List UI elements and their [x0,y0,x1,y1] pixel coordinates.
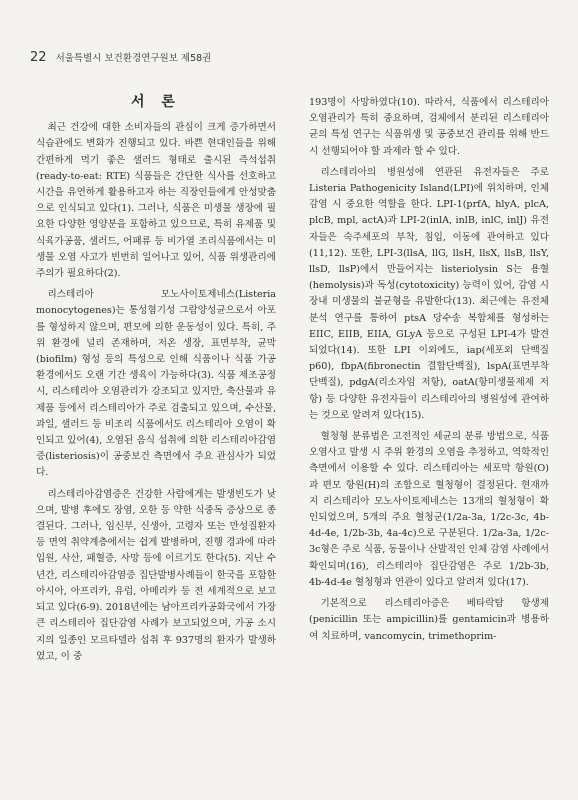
paragraph: 193명이 사망하였다(10). 따라서, 식품에서 리스테리아 오염관리가 특히 중요하며, 검체에서 분리된 리스테리아균의 특성 연구는 식품위생 및 공중보건 관리를 위해 반드시 선행되어야 할 과제라 할 수 있다. [309,97,549,157]
paragraph: 기본적으로 리스테리아증은 베타락탐 항생제(penicillin 또는 ampicillin)를 gentamicin과 병용하여 치료하며, vancomycin, trimethoprim- [309,598,549,642]
running-header [30,50,211,65]
paragraph: 리스테리아의 병원성에 연관된 유전자들은 주로 Listeria Pathogenicity Island(LPI)에 위치하며, 인체 감염 시 중요한 역할을 한다. LPI-1(prfA, hlyA, plcA, plcB, mpl, actA)과 LPI-2(inlA, inlB, inlC, inlJ) 유전자들은 숙주세포의 부착, 침입, 이동에 관여하고 있다(11,12). 또한, LPI-3(llsA, llG, llsH, llsX, llsB, llsY, llsD, llsP)에서 만들어지는 listeriolysin S는 용혈(hemolysis)과 독성(cytotoxicity) 능력이 있어, 감염 시 장내 미생물의 불균형을 유발한다(13). 최근에는 유전체분석 연구를 통하여 ptsA 당수송 복합체를 형성하는 EIIC, EIIB, EIIA, GLyA 등으로 구성된 LPI-4가 발견되었다(14). 또한 LPI 이외에도, iap(세포외 단백질 p60), fbpA(fibronectin 결합단백질), lspA(표면부착 단백질), pdgA(리소자임 저항), oatA(항미생물제제 저항) 등 다양한 유전자들이 리스테리아의 병원성에 관여하는 것으로 알려져 있다(15). [309,166,549,421]
paragraph: 리스테리아 모노사이토제네스(Listeria monocytogenes)는 통성혐기성 그람양성균으로서 아포를 형성하지 않으며, 편모에 의한 운동성이 있다. 특히, 주위 환경에 널리 존재하며, 저온 생장, 표면부착, 균막(biofilm) 형성 등의 특성으로 인해 식품이나 식품 가공 환경에서도 오랜 기간 생육이 가능하다(3). 식품 제조공정 시, 리스테리아 오염관리가 강조되고 있지만, 축산물과 유제품 등에서 리스테리아가 주로 검출되고 있으며, 수산물, 과일, 샐러드 등 비조리 식품에서도 리스테리아 오염이 확인되고 있어(4), 오염된 음식 섭취에 의한 리스테리아감염증(listeriosis)이 공중보건 측면에서 주요 관심사가 되었다. [36,289,276,479]
paragraph: 리스테리아감염증은 건강한 사람에게는 발생빈도가 낮으며, 발병 후에도 장염, 오한 등 약한 식중독 증상으로 종결된다. 그러나, 임신부, 신생아, 고령자 또는 만성질환자 등 면역 취약계층에서는 쉽게 발병하며, 진행 경과에 따라 입원, 사산, 패혈증, 사망 등에 이르기도 한다(5). 지난 수년간, 리스테리아감염증 집단발병사례들이 한국을 포함한 아시아, 아프리카, 유럽, 아메리카 등 전 세계적으로 보고되고 있다(6-9). 2018년에는 남아프리카공화국에서 가장 큰 리스테리아 집단감염 사례가 보고되었으며, 가공 소시지의 일종인 모르타델라 섭취 후 937명의 환자가 발생하였고, 이 중 [36,488,276,662]
paragraph: 혈청형 분류법은 고전적인 세균의 분류 방법으로, 식품 오염사고 발생 시 주위 환경의 오염을 추정하고, 역학적인 측면에서 이용할 수 있다. 리스테리아는 세포막 항원(O)과 편모 항원(H)의 조합으로 혈청형이 결정된다. 현재까지 리스테리아 모노사이토제네스는 13개의 혈청형이 확인되었으며, 5개의 주요 혈청군(1/2a-3a, 1/2c-3c, 4b-4d-4e, 1/2b-3b, 4a-4c)으로 구분된다. 1/2a-3a, 1/2c-3c형은 주로 식품, 동물이나 산발적인 인체 감염 사례에서 확인되며(16), 리스테리아 집단감염은 주로 1/2b-3b, 4b-4d-4e 혈청형과 연관이 있다고 알려져 있다(17). [309,431,549,588]
paragraph: 최근 건강에 대한 소비자들의 관심이 크게 증가하면서 식습관에도 변화가 진행되고 있다. 바쁜 현대인들을 위해 간편하게 먹기 좋은 샐러드 형태로 출시된 즉석섭취(ready-to-eat: RTE) 식품들은 간단한 식사를 선호하고 시간을 유연하게 활용하고자 하는 직장인들에게 안성맞춤으로 인식되고 있다(1). 그러나, 식품은 미생물 생장에 필요한 다양한 영양분을 포함하고 있으므로, 특히 유제품 및 식육가공품, 샐러드, 어패류 등 비가열 조리식품에서는 미생물 오염 사고가 빈번히 일어나고 있어, 식품 위생관리에 주의가 필요하다(2). [36,122,276,280]
right-column [309,95,549,650]
page-number: 22 [30,50,47,65]
journal-title: 서울특별시 보건환경연구원보 제58권 [55,53,212,64]
section-title: 서 론 [131,94,181,110]
left-column [36,94,276,670]
